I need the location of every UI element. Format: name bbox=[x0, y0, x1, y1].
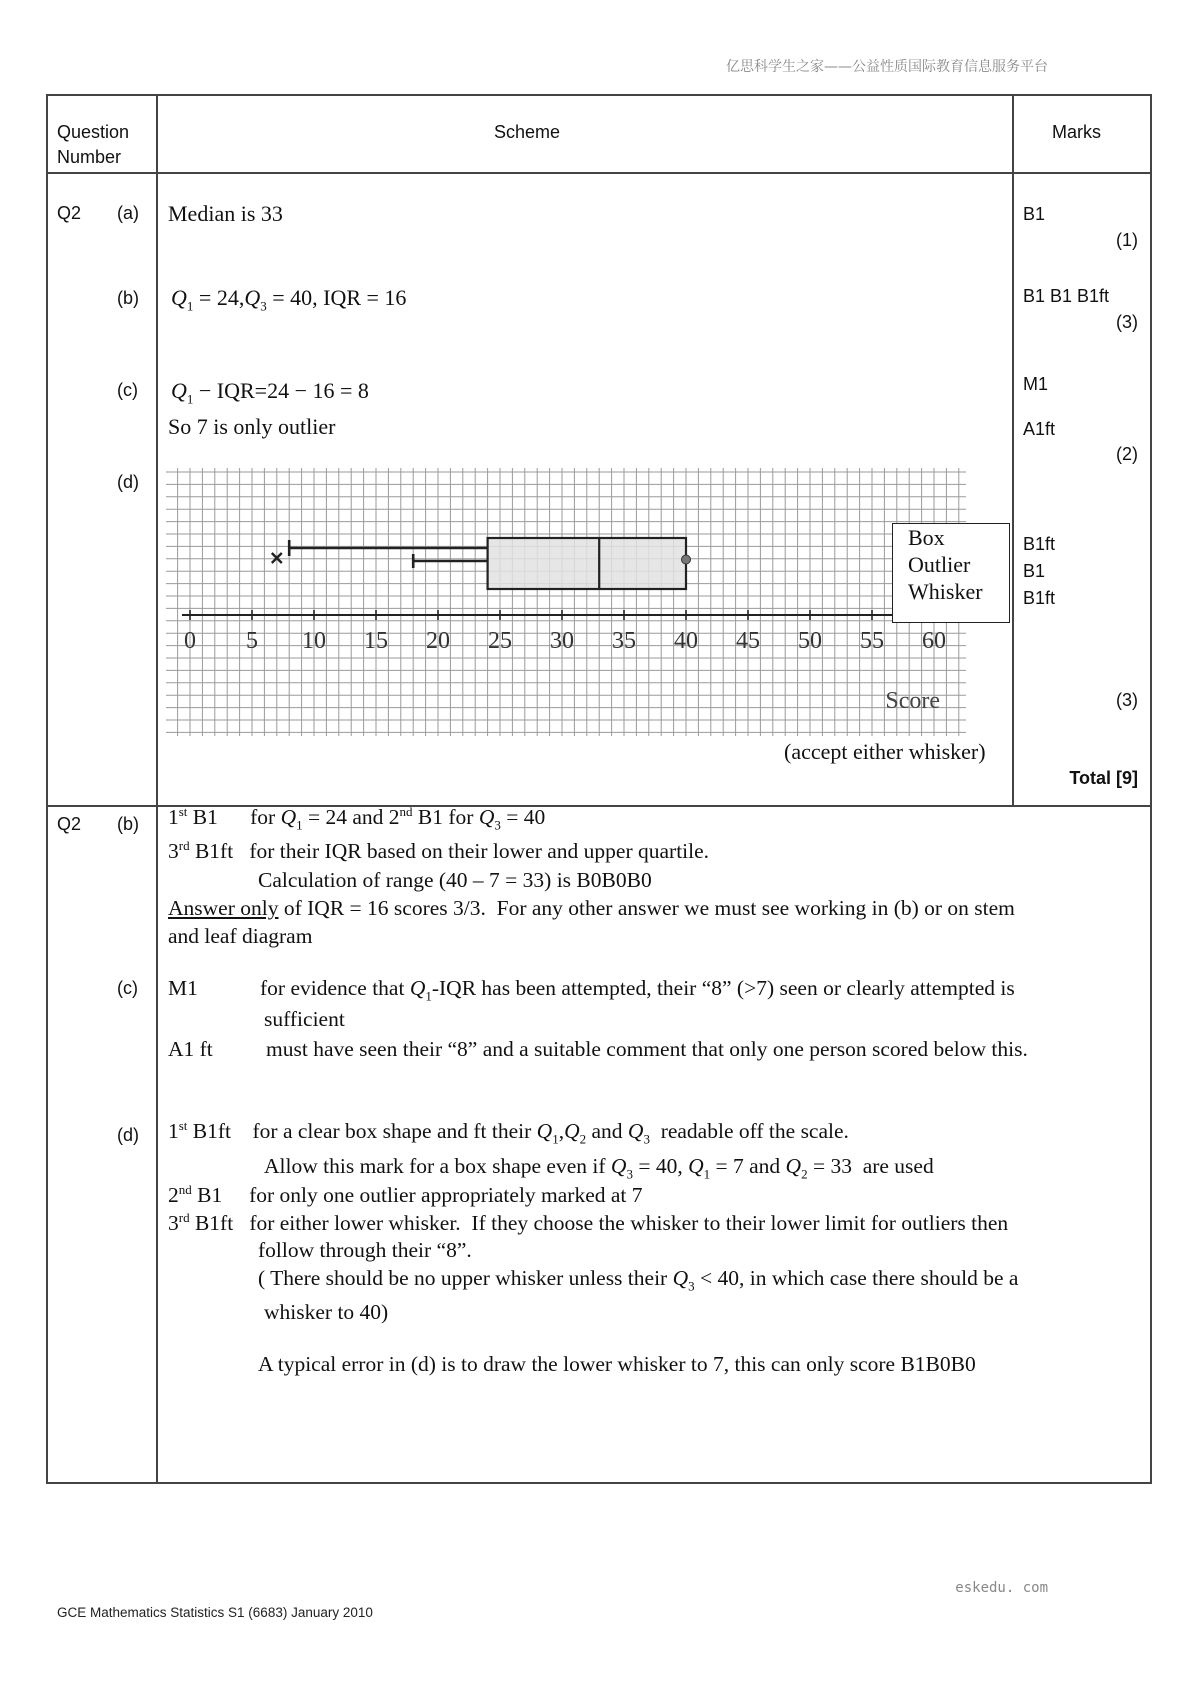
note-c-m1-code: M1 bbox=[168, 976, 198, 1000]
answer-b: $Q_1 = 24,Q_3 = 40$, IQR = 16 bbox=[171, 285, 407, 314]
mark-b-total: (3) bbox=[1116, 312, 1138, 332]
mark-a: B1 bbox=[1023, 204, 1046, 224]
page-header: 亿思科学生之家——公益性质国际教育信息服务平台 bbox=[726, 59, 1048, 75]
answer-c-line1: $Q_1 - IQR=24 - 16 = 8$ bbox=[171, 378, 369, 407]
col-header-marks: Marks bbox=[1052, 122, 1101, 142]
header-divider bbox=[46, 172, 1152, 174]
note-c-a1-code: A1 ft bbox=[168, 1037, 213, 1061]
note-c-a1-text: must have seen their “8” and a suitable comment that only one person scored below this. bbox=[266, 1037, 1028, 1061]
legend-box: Box bbox=[908, 525, 945, 550]
note-d-line3: 2nd B1 for only one outlier appropriately marked at 7 bbox=[168, 1182, 643, 1208]
notes-part-b-label: (b) bbox=[117, 814, 139, 834]
x-tick-label: 40 bbox=[674, 628, 698, 654]
column-divider-2 bbox=[1012, 94, 1014, 806]
mark-d-total: (3) bbox=[1116, 690, 1138, 710]
part-d-label: (d) bbox=[117, 472, 139, 492]
x-tick-label: 15 bbox=[364, 628, 388, 654]
note-d-line1: 1st B1ft for a clear box shape and ft their $Q_1,Q_2$ and $Q_3$ readable off the scale. bbox=[168, 1118, 849, 1147]
notes-question-label: Q2 bbox=[57, 814, 82, 834]
x-tick-label: 25 bbox=[488, 628, 512, 654]
note-d-line8: A typical error in (d) is to draw the lower whisker to 7, this can only score B1B0B0 bbox=[258, 1352, 976, 1376]
note-b-line1: 1st B1 for $Q_1 = 24$ and 2nd B1 for $Q_3 = 40$ bbox=[168, 804, 546, 833]
table-border-left bbox=[46, 94, 48, 1484]
note-b-line4: Answer only of IQR = 16 scores 3/3. For any other answer we must see working in (b) or on stem bbox=[168, 896, 1015, 920]
marks-b: B1 B1 B1ft bbox=[1023, 286, 1110, 306]
mark-c-total: (2) bbox=[1116, 444, 1138, 464]
mark-scheme-table bbox=[46, 94, 1152, 1484]
question-label: Q2 bbox=[57, 203, 82, 223]
mark-c-m1: M1 bbox=[1023, 374, 1049, 394]
box-plot bbox=[166, 468, 966, 736]
table-border-top bbox=[46, 94, 1152, 96]
box bbox=[488, 538, 686, 589]
mark-d-2: B1 bbox=[1023, 561, 1046, 581]
x-axis-label: Score bbox=[885, 688, 940, 714]
upper-quartile-dot bbox=[682, 555, 691, 564]
x-tick-label: 10 bbox=[302, 628, 326, 654]
x-tick-label: 0 bbox=[184, 628, 196, 654]
x-tick-label: 50 bbox=[798, 628, 822, 654]
x-tick-label: 60 bbox=[922, 628, 946, 654]
footer-title: GCE Mathematics Statistics S1 (6683) January 2010 bbox=[57, 1605, 373, 1620]
note-b-line2: 3rd B1ft for their IQR based on their lower and upper quartile. bbox=[168, 838, 710, 864]
part-b-label: (b) bbox=[117, 288, 139, 308]
grand-total: Total [9] bbox=[1069, 768, 1138, 788]
note-d-line2: Allow this mark for a box shape even if $Q_3 = 40$, $Q_1 = 7$ and $Q_2 = 33$ are used bbox=[264, 1154, 934, 1182]
table-border-right bbox=[1150, 94, 1152, 1484]
legend-outlier: Outlier bbox=[908, 552, 971, 577]
notes-part-c-label: (c) bbox=[117, 978, 138, 998]
col-header-question: Question bbox=[57, 122, 130, 142]
footer-watermark: eskedu. com bbox=[955, 1580, 1048, 1596]
x-tick-label: 30 bbox=[550, 628, 574, 654]
note-c-m1-text: for evidence that $Q_1$-IQR has been attempted, their “8” (>7) seen or clearly attempted is bbox=[260, 976, 1015, 1004]
answer-c-line2: So 7 is only outlier bbox=[168, 414, 336, 439]
column-divider-1 bbox=[156, 94, 158, 1484]
col-header-number: Number bbox=[57, 147, 122, 167]
x-tick-label: 5 bbox=[246, 628, 258, 654]
note-d-line5: follow through their “8”. bbox=[258, 1238, 472, 1262]
x-tick-label: 20 bbox=[426, 628, 450, 654]
notes-part-d-label: (d) bbox=[117, 1125, 139, 1145]
answer-a: Median is 33 bbox=[168, 201, 283, 226]
part-c-label: (c) bbox=[117, 380, 138, 400]
note-d-line6: ( There should be no upper whisker unless their $Q_3 < 40$, in which case there should be a bbox=[258, 1266, 1019, 1294]
note-b-line3: Calculation of range (40 – 7 = 33) is B0B0B0 bbox=[258, 868, 652, 892]
mark-d-1: B1ft bbox=[1023, 534, 1056, 554]
note-d-line7: whisker to 40) bbox=[264, 1300, 389, 1324]
legend-whisker: Whisker bbox=[908, 579, 983, 604]
note-c-m1-cont: sufficient bbox=[264, 1007, 345, 1031]
mark-a-total: (1) bbox=[1116, 230, 1138, 250]
note-d-line4: 3rd B1ft for either lower whisker. If they choose the whisker to their lower limit for outliers then bbox=[168, 1210, 1009, 1236]
x-tick-label: 35 bbox=[612, 628, 636, 654]
note-b-line5: and leaf diagram bbox=[168, 924, 313, 948]
col-header-scheme: Scheme bbox=[494, 122, 561, 142]
x-tick-label: 45 bbox=[736, 628, 760, 654]
x-tick-label: 55 bbox=[860, 628, 884, 654]
legend bbox=[892, 523, 1010, 623]
mark-c-a1: A1ft bbox=[1023, 419, 1056, 439]
part-a-label: (a) bbox=[117, 203, 139, 223]
table-border-bottom bbox=[46, 1482, 1152, 1484]
mark-d-3: B1ft bbox=[1023, 588, 1056, 608]
accept-note: (accept either whisker) bbox=[784, 739, 986, 764]
